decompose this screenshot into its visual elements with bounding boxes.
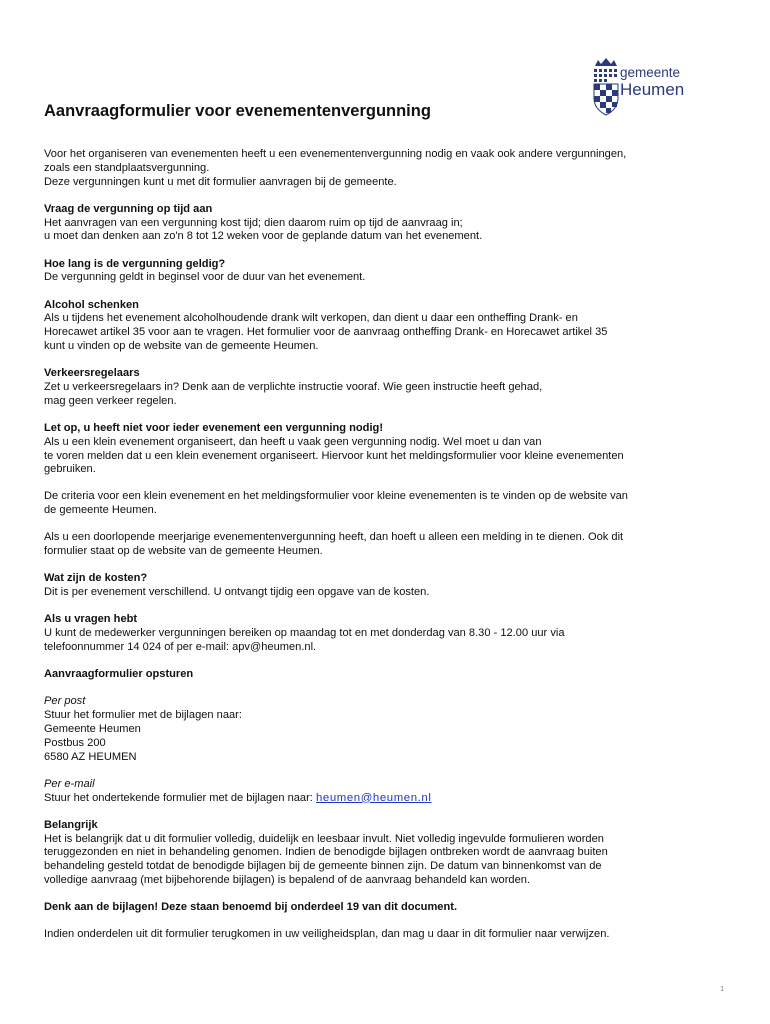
section-text: Het aanvragen van een vergunning kost tijd; dien daarom ruim op tijd de aanvraag in; u moet dan denken aan zo'n 8 tot 12 weken voor de geplande datum van het evenement. [44, 216, 483, 243]
intro-section [44, 148, 734, 189]
section-belangrijk [44, 819, 734, 888]
section-opsturen-heading [44, 668, 734, 682]
section-geldigheid [44, 258, 734, 286]
email-instruction [44, 792, 734, 806]
gemeente-heumen-logo [593, 58, 703, 124]
section-per-email [44, 778, 734, 806]
section-text: Als u een klein evenement organiseert, dan heeft u vaak geen vergunning nodig. Wel moet u dan van te voren melden dat u een klein evenement organiseert. Hiervoor kunt het meldingsformulier voor kleine evenementen gebruiken. [44, 435, 624, 476]
postal-address: Stuur het formulier met de bijlagen naar: Gemeente Heumen Postbus 200 6580 AZ HEUMEN [44, 709, 242, 763]
section-text: Zet u verkeersregelaars in? Denk aan de verplichte instructie vooraf. Wie geen instructie heeft gehad, mag geen verkeer regelen. [44, 380, 543, 407]
section-text: De vergunning geldt in beginsel voor de duur van het evenement. [44, 271, 366, 284]
section-kosten [44, 572, 734, 600]
section-meerjarig [44, 531, 734, 559]
section-heading: Vraag de vergunning op tijd aan [44, 202, 213, 215]
section-veiligheidsplan [44, 928, 734, 942]
section-vragen [44, 613, 734, 654]
section-text: Dit is per evenement verschillend. U ontvangt tijdig een opgave van de kosten. [44, 586, 430, 599]
heumen-coat-of-arms-icon [593, 58, 619, 116]
per-post-label: Per post [44, 695, 86, 708]
section-text: Indien onderdelen uit dit formulier terugkomen in uw veiligheidsplan, dan mag u daar in dit formulier naar verwijzen. [44, 928, 610, 941]
section-alcohol [44, 299, 734, 354]
section-heading: Hoe lang is de vergunning geldig? [44, 257, 226, 270]
section-heading: Let op, u heeft niet voor ieder evenement een vergunning nodig! [44, 421, 384, 434]
section-text: Als u tijdens het evenement alcoholhoudende drank wilt verkopen, dan dient u daar een ontheffing Drank- en Horecawet artikel 35 voor aan te vragen. Het formulier voor de aanvraag ontheffing Drank- en Horecawet artikel 35 kunt u vinden op de website van de gemeente Heumen. [44, 312, 608, 352]
section-verkeersregelaars [44, 367, 734, 408]
section-heading: Als u vragen hebt [44, 613, 138, 626]
section-heading: Alcohol schenken [44, 298, 139, 311]
section-text: Als u een doorlopende meerjarige evenementenvergunning heeft, dan hoeft u alleen een melding in te dienen. Ook dit formulier staat op de website van de gemeente Heumen. [44, 531, 624, 558]
section-bijlagen [44, 901, 734, 915]
section-heading: Verkeersregelaars [44, 367, 140, 380]
section-criteria [44, 490, 734, 518]
per-email-label: Per e-mail [44, 777, 95, 790]
section-text: De criteria voor een klein evenement en het meldingsformulier voor kleine evenementen is te vinden op de website van de gemeente Heumen. [44, 490, 628, 517]
logo-line-heumen: Heumen [620, 79, 685, 99]
section-let-op [44, 422, 734, 477]
section-heading: Aanvraagformulier opsturen [44, 668, 194, 681]
email-instruction-text: Stuur het ondertekende formulier met de bijlagen naar: [44, 791, 316, 804]
email-link[interactable]: heumen@heumen.nl [315, 791, 432, 804]
intro-text: Voor het organiseren van evenementen heeft u een evenementenvergunning nodig en vaak ook andere vergunningen, zoals een standplaatsvergunning. Deze vergunningen kunt u met dit formulier aanvragen bij de gemeente. [44, 148, 627, 188]
section-heading: Belangrijk [44, 818, 98, 831]
page-title: Aanvraagformulier voor evenementenvergunning [44, 102, 431, 120]
logo-wordmark [620, 66, 684, 98]
section-heading: Denk aan de bijlagen! Deze staan benoemd bij onderdeel 19 van dit document. [44, 901, 458, 914]
section-text: Het is belangrijk dat u dit formulier volledig, duidelijk en leesbaar invult. Niet volledig ingevulde formulieren worden teruggezonden en niet in behandeling genomen. Indien de benodigde bijlagen ontbreken wordt de aanvraag buiten behandeling gesteld totdat de benodigde bijlagen bij de gemeente binnen zijn. De datum van binnenkomst van de volledige aanvraag (met bijbehorende bijlagen) is bepalend of de aanvraag behandeld kan worden. [44, 832, 608, 886]
section-heading: Wat zijn de kosten? [44, 572, 148, 585]
section-per-post [44, 695, 734, 764]
section-vraag-op-tijd [44, 203, 734, 244]
document-body [44, 148, 734, 956]
logo-line-gemeente: gemeente [620, 65, 681, 80]
page-number: 1 [720, 986, 724, 993]
section-text: U kunt de medewerker vergunningen bereiken op maandag tot en met donderdag van 8.30 - 12.00 uur via telefoonnummer 14 024 of per e-mail: apv@heumen.nl. [44, 627, 565, 654]
